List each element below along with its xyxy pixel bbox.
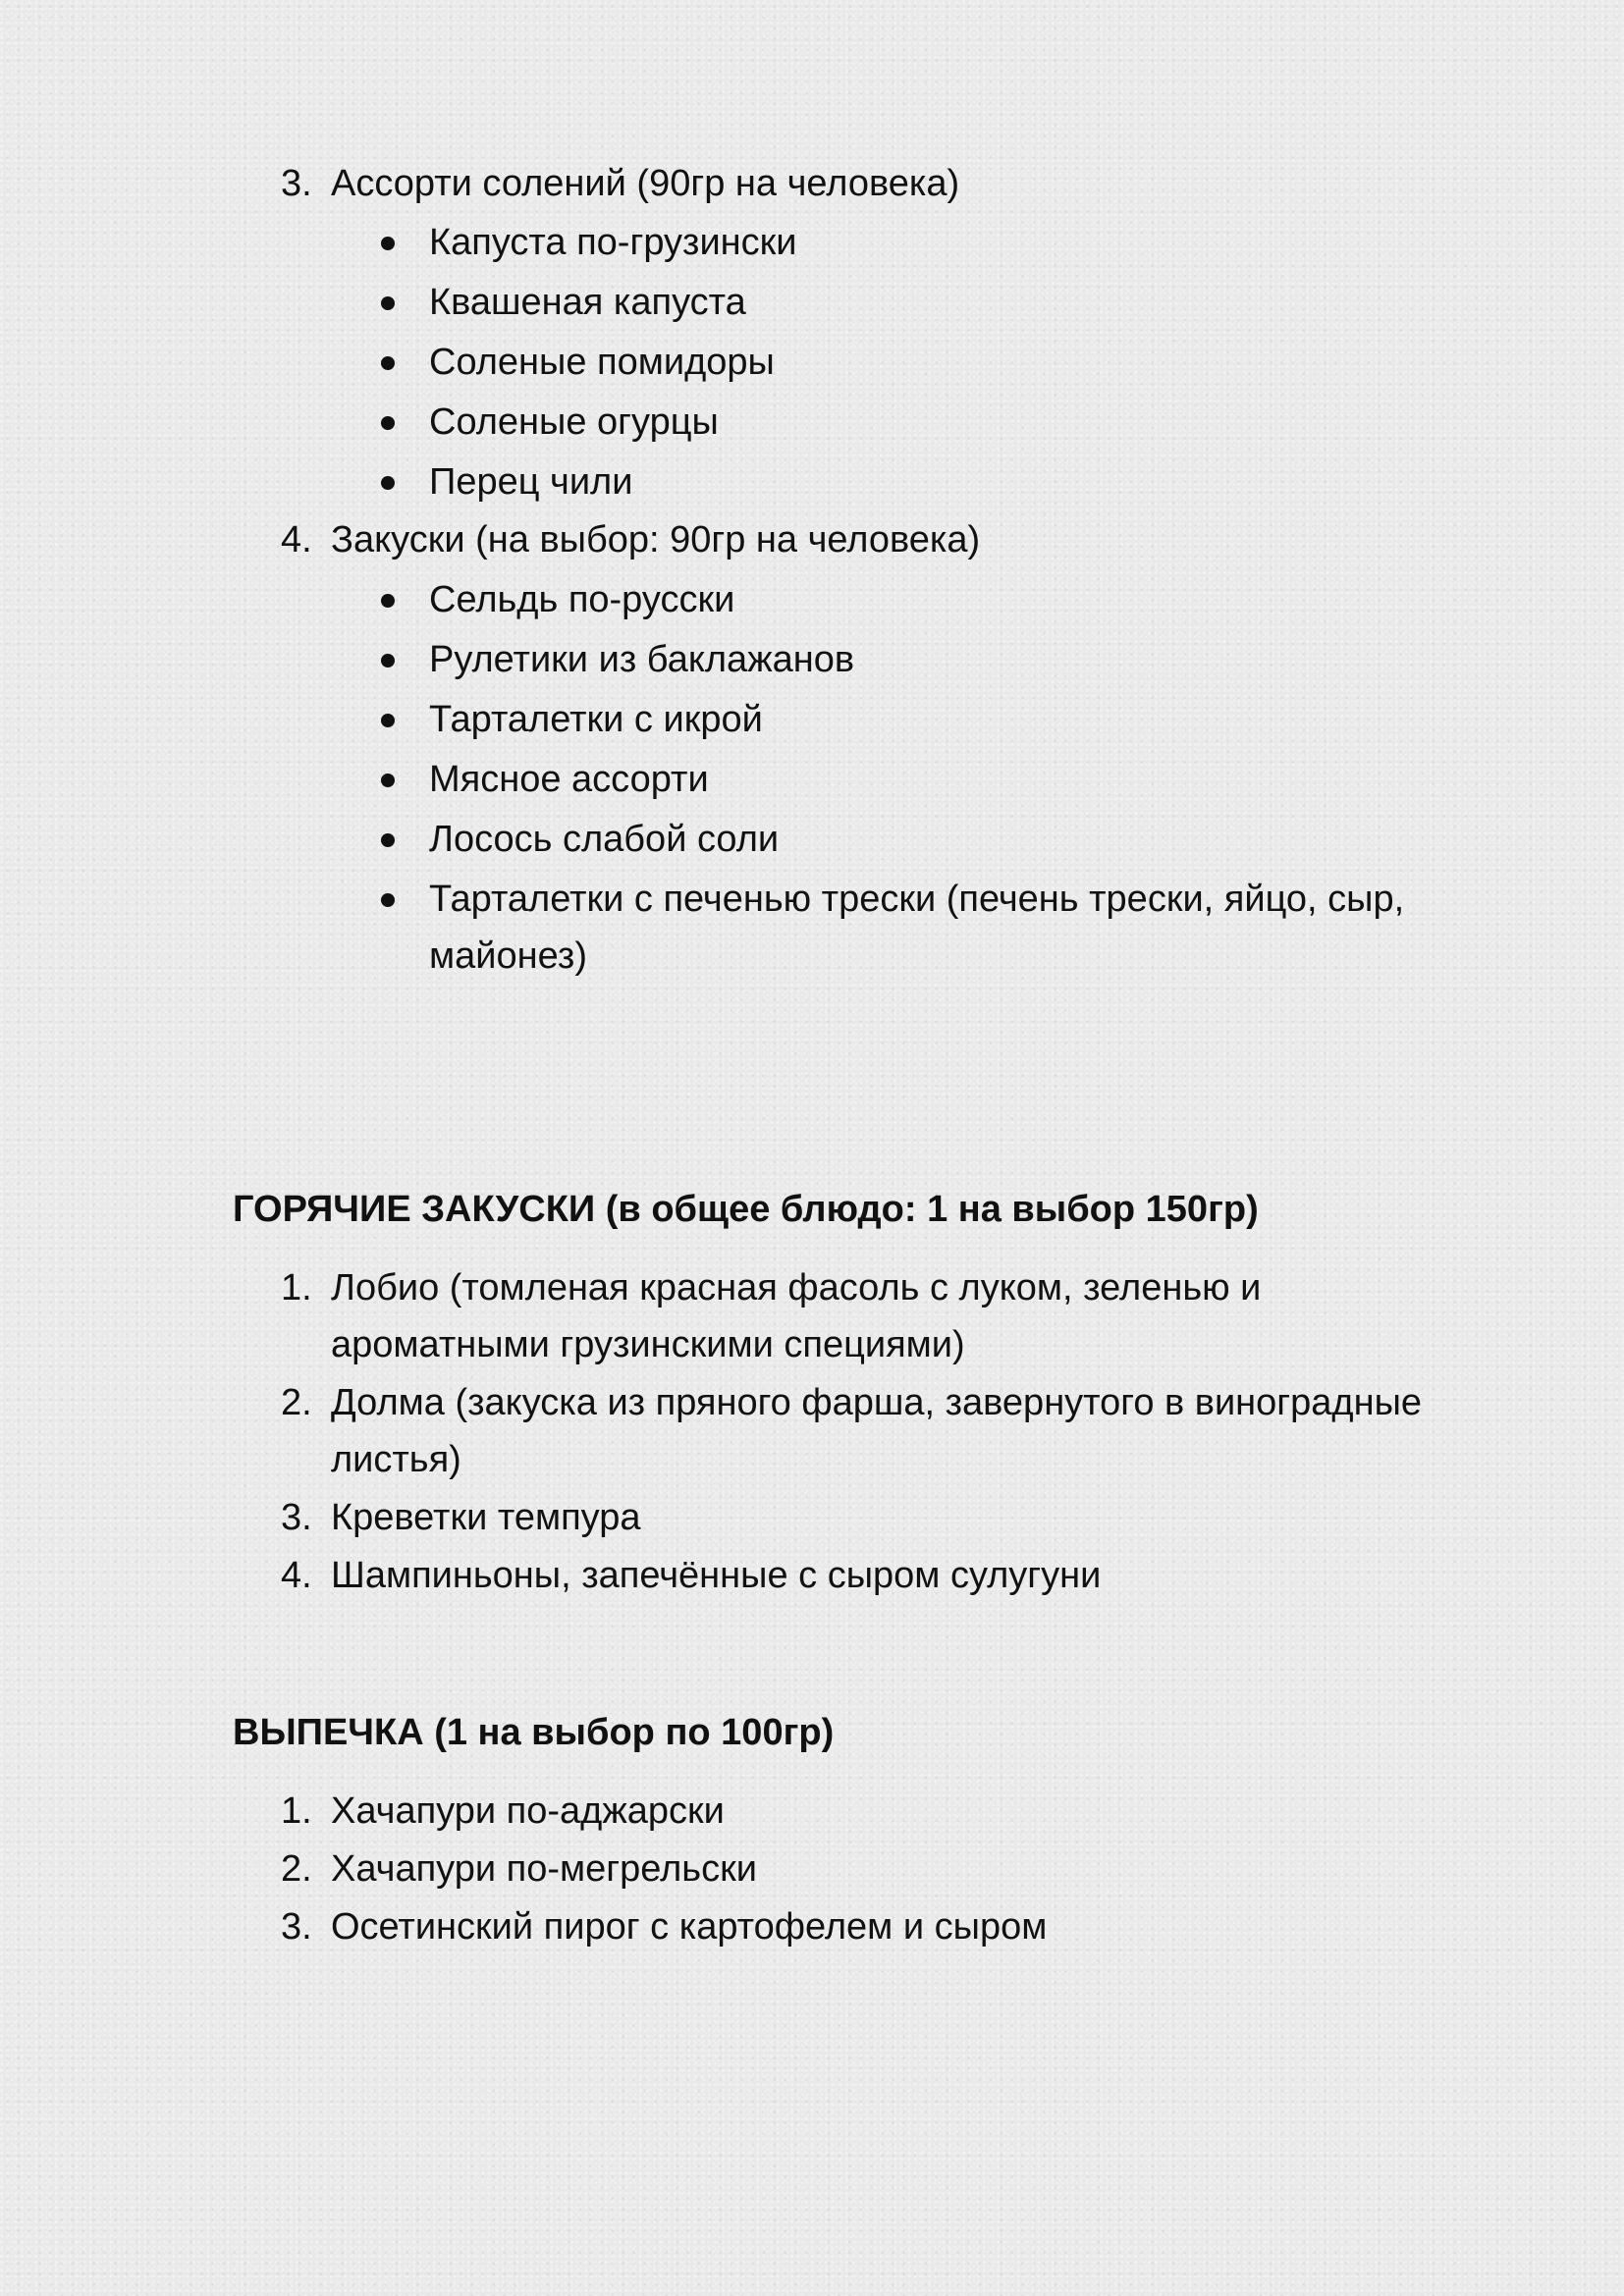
list-item: Шампиньоны, запечённые с сыром сулугуни xyxy=(331,1555,1102,1596)
list-item: Креветки темпура xyxy=(331,1497,641,1538)
list-number: 4. xyxy=(281,1555,312,1596)
list-item-continuation: листья) xyxy=(331,1439,461,1480)
list-item-title: Закуски (на выбор: 90гр на человека) xyxy=(331,519,981,561)
list-item: Осетинский пирог с картофелем и сыром xyxy=(331,1906,1048,1948)
list-number: 3. xyxy=(281,163,312,204)
list-item: Долма (закуска из пряного фарша, завернутого в виноградные xyxy=(331,1382,1423,1423)
bullet-icon xyxy=(381,594,395,608)
list-item: Тарталетки с икрой xyxy=(429,699,763,740)
list-number: 2. xyxy=(281,1848,312,1890)
list-item: Хачапури по-мегрельски xyxy=(331,1848,757,1890)
bullet-icon xyxy=(381,476,395,490)
list-item: Соленые огурцы xyxy=(429,401,719,443)
bullet-icon xyxy=(381,714,395,727)
list-item-continuation: майонез) xyxy=(429,935,587,977)
list-item: Лосось слабой соли xyxy=(429,819,780,860)
list-item-title: Ассорти солений (90гр на человека) xyxy=(331,163,960,204)
section-heading-pastry: ВЫПЕЧКА (1 на выбор по 100гр) xyxy=(233,1712,835,1753)
list-item: Соленые помидоры xyxy=(429,342,775,383)
list-number: 3. xyxy=(281,1906,312,1948)
bullet-icon xyxy=(381,893,395,907)
list-number: 3. xyxy=(281,1497,312,1538)
list-item: Сельдь по-русски xyxy=(429,579,735,620)
list-item: Рулетики из баклажанов xyxy=(429,639,855,680)
section-heading-hot-snacks: ГОРЯЧИЕ ЗАКУСКИ (в общее блюдо: 1 на выбор 150гр) xyxy=(233,1189,1259,1230)
bullet-icon xyxy=(381,833,395,847)
list-number: 4. xyxy=(281,519,312,561)
list-item: Хачапури по-аджарски xyxy=(331,1790,725,1832)
bullet-icon xyxy=(381,237,395,250)
list-item-continuation: ароматными грузинскими специями) xyxy=(331,1324,965,1365)
list-number: 1. xyxy=(281,1267,312,1308)
list-item: Тарталетки с печенью трески (печень трески, яйцо, сыр, xyxy=(429,879,1405,920)
list-item: Капуста по-грузински xyxy=(429,222,797,263)
bullet-icon xyxy=(381,296,395,310)
bullet-icon xyxy=(381,774,395,787)
list-item: Лобио (томленая красная фасоль с луком, зеленью и xyxy=(331,1267,1262,1308)
list-item: Перец чили xyxy=(429,461,633,503)
bullet-icon xyxy=(381,356,395,370)
list-number: 1. xyxy=(281,1790,312,1832)
list-item: Мясное ассорти xyxy=(429,759,709,800)
list-number: 2. xyxy=(281,1382,312,1423)
bullet-icon xyxy=(381,416,395,430)
list-item: Квашеная капуста xyxy=(429,282,746,323)
bullet-icon xyxy=(381,654,395,667)
